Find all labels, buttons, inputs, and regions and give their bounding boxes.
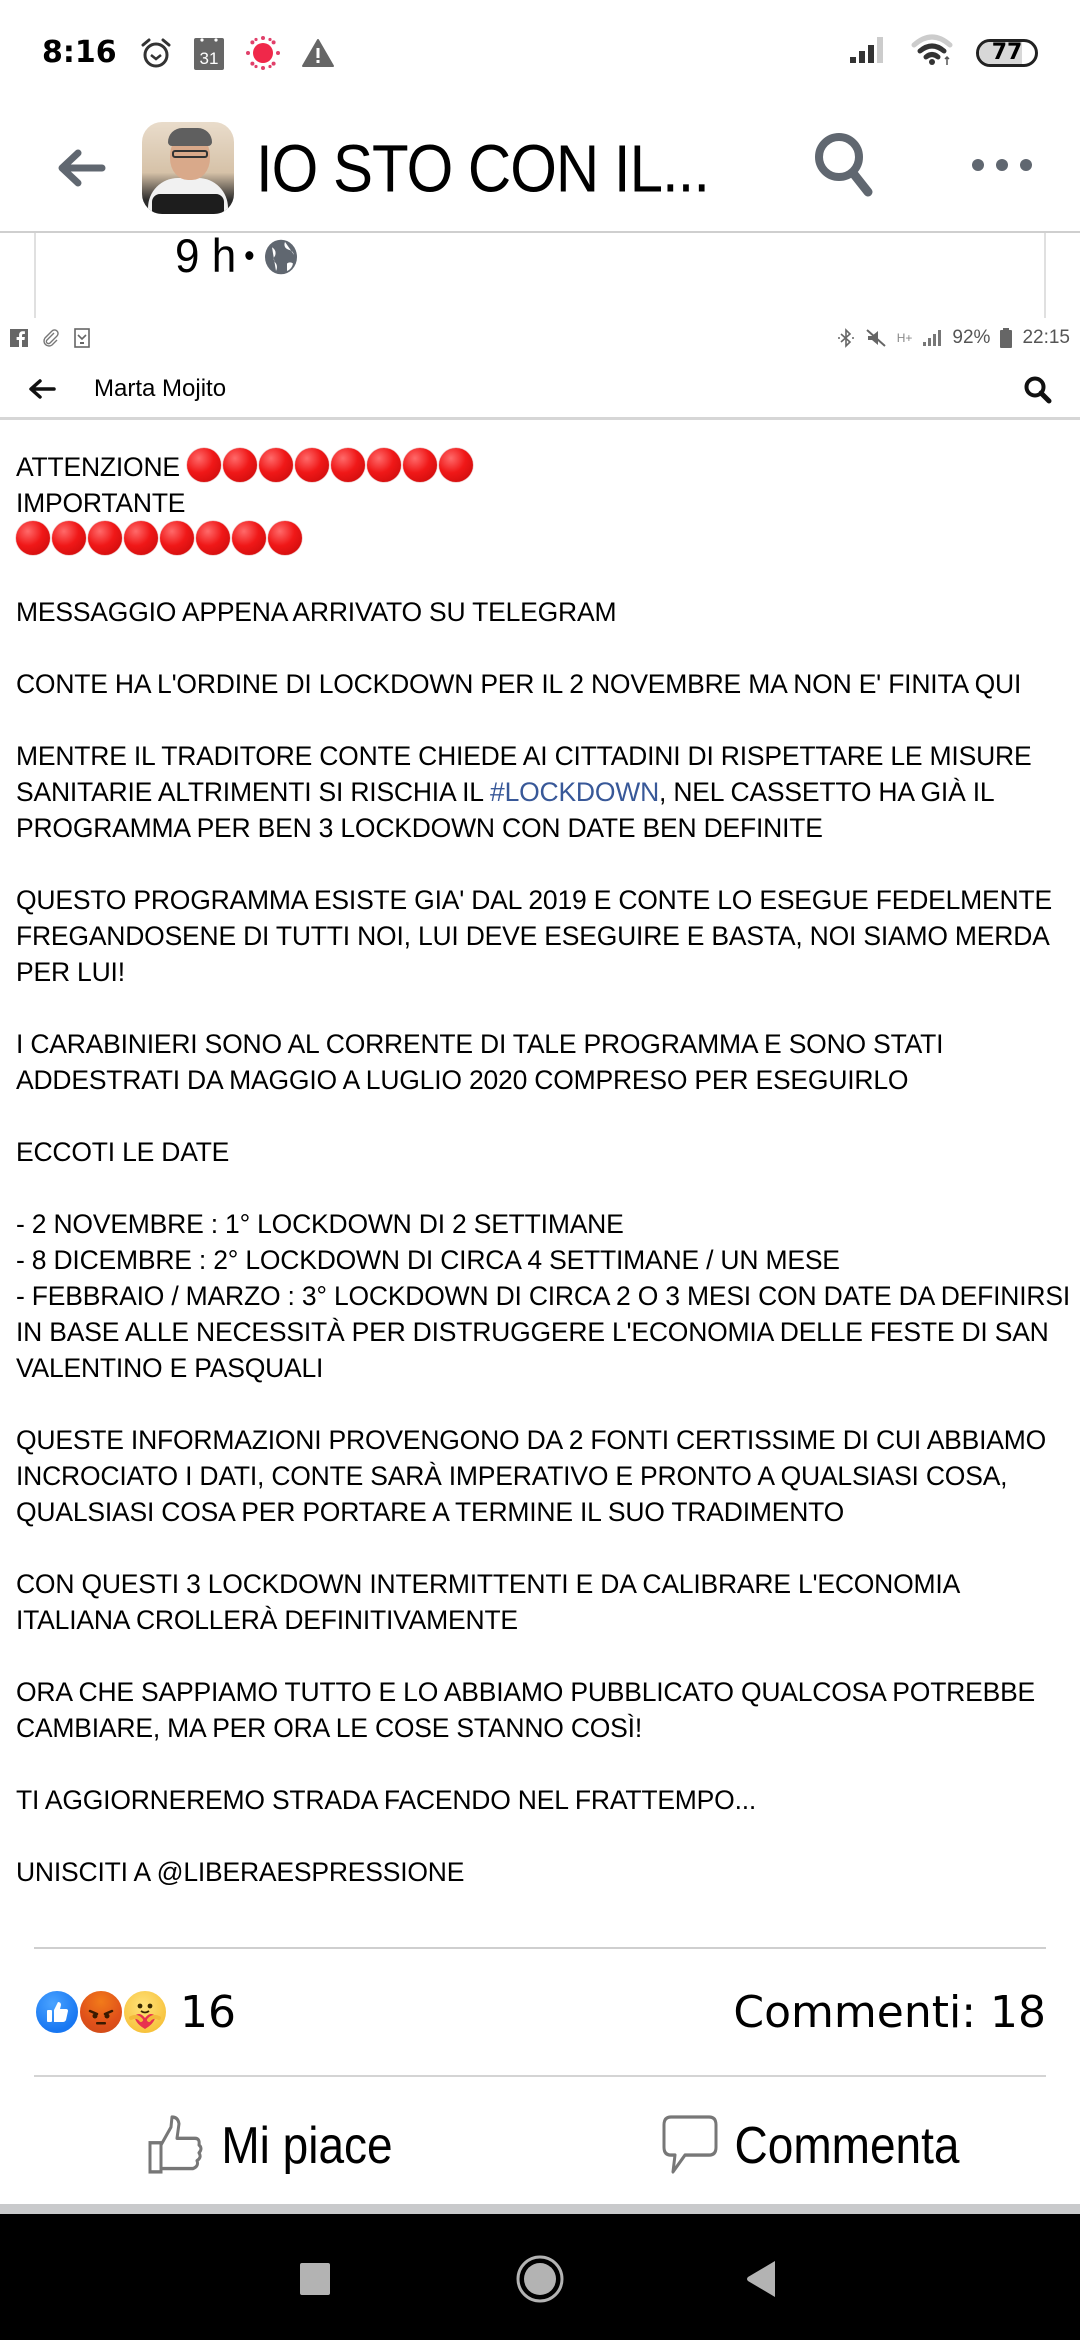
status-time: 8:16 (42, 35, 117, 70)
angry-reaction-icon (78, 1989, 124, 2035)
system-nav-bar (0, 2214, 1080, 2340)
divider (34, 2075, 1046, 2077)
like-reaction-icon (34, 1989, 80, 2035)
message-paragraph: UNISCITI A @LIBERAESPRESSIONE (16, 1857, 465, 1887)
search-button[interactable] (808, 125, 880, 205)
red-dots-row (16, 521, 302, 555)
message-line (16, 521, 1076, 558)
red-circle-emoji (259, 448, 293, 482)
comments-count[interactable]: Commenti: 18 (733, 1986, 1046, 2038)
back-triangle-icon (745, 2260, 777, 2298)
like-button[interactable] (0, 2083, 540, 2206)
red-circle-emoji (196, 521, 230, 555)
red-circle-emoji (403, 448, 437, 482)
message-line: ATTENZIONE (16, 448, 1076, 485)
message-paragraph: ECCOTI LE DATE (16, 1137, 230, 1167)
chat-title: Marta Mojito (94, 374, 227, 402)
calendar-icon (193, 35, 225, 71)
red-circle-emoji (295, 448, 329, 482)
paperclip-icon (42, 329, 60, 347)
battery-text: 77 (991, 40, 1023, 65)
post-actions (0, 2090, 1080, 2200)
search-icon (1023, 375, 1053, 405)
date-item: - FEBBRAIO / MARZO : 3° LOCKDOWN DI CIRCA 2 O 3 MESI CON DATE DA DEFINIRSI IN BASE ALLE NECESSITÀ PER DISTRUGGERE L'ECONOMIA DELLE FESTE DI SAN VALENTINO E PASQUALI (16, 1281, 1070, 1383)
home-icon (515, 2254, 565, 2304)
red-circle-emoji (52, 521, 86, 555)
hashtag-link[interactable]: #LOCKDOWN (490, 777, 660, 807)
embed-border (34, 1947, 1046, 1949)
signal-icon (922, 329, 942, 347)
message-line: IMPORTANTE (16, 488, 186, 518)
battery-icon (976, 39, 1038, 67)
signal-icon (848, 35, 888, 70)
care-reaction-icon (122, 1989, 168, 2035)
screen-record-icon (245, 35, 281, 71)
more-options-button[interactable] (962, 125, 1042, 205)
group-avatar[interactable] (142, 122, 234, 214)
embedded-battery-text: 92% (952, 327, 991, 348)
comment-label: Commenta (734, 2115, 960, 2175)
red-circle-emoji (367, 448, 401, 482)
mute-icon (865, 328, 887, 348)
recents-icon (299, 2262, 331, 2296)
like-label: Mi piace (221, 2115, 393, 2175)
alarm-icon (139, 36, 173, 70)
message-paragraph: QUESTE INFORMAZIONI PROVENGONO DA 2 FONTI CERTISSIME DI CUI ABBIAMO INCROCIATO I DATI, CONTE SARÀ IMPERATIVO E PRONTO A QUALSIASI COSA, QUALSIASI COSA PER PORTARE A TERMINE IL SUO TRADIMENTO (16, 1425, 1047, 1527)
red-circle-emoji (439, 448, 473, 482)
red-circle-emoji (124, 521, 158, 555)
post-time[interactable]: 9 h (175, 230, 237, 283)
red-circle-emoji (160, 521, 194, 555)
search-icon (812, 130, 876, 200)
more-horizontal-icon (970, 155, 1034, 175)
embedded-time: 22:15 (1022, 327, 1070, 348)
thumbs-up-icon (147, 2114, 205, 2177)
separator-bar (0, 2204, 1080, 2214)
network-type: H+ (896, 331, 913, 345)
embedded-toolbar (0, 360, 1080, 420)
back-nav-button[interactable] (726, 2244, 796, 2314)
calendar-day: 31 (199, 48, 219, 68)
embedded-status-bar (0, 318, 1080, 358)
recents-button[interactable] (280, 2244, 350, 2314)
comment-bubble-icon (661, 2114, 719, 2177)
message-paragraph: TI AGGIORNEREMO STRADA FACENDO NEL FRATTEMPO... (16, 1785, 757, 1815)
bluetooth-icon (837, 328, 855, 348)
comment-button[interactable] (540, 2083, 1080, 2206)
reactions-summary[interactable] (34, 1980, 236, 2044)
date-item: - 2 NOVEMBRE : 1° LOCKDOWN DI 2 SETTIMANE (16, 1209, 624, 1239)
page-title[interactable]: IO STO CON IL... (256, 130, 709, 206)
facebook-icon (10, 329, 28, 347)
embedded-screenshot (0, 318, 1080, 1958)
red-circle-emoji (187, 448, 221, 482)
red-dots-row (187, 448, 473, 482)
wifi-icon (910, 33, 954, 72)
home-button[interactable] (505, 2244, 575, 2314)
arrow-left-icon (28, 378, 56, 400)
red-circle-emoji (223, 448, 257, 482)
status-bar (0, 0, 1080, 105)
date-item: - 8 DICEMBRE : 2° LOCKDOWN DI CIRCA 4 SETTIMANE / UN MESE (16, 1245, 840, 1275)
app-header (0, 105, 1080, 233)
post-meta (175, 231, 299, 283)
message-paragraph: I CARABINIERI SONO AL CORRENTE DI TALE PROGRAMMA E SONO STATI ADDESTRATI DA MAGGIO A LUGLIO 2020 COMPRESO PER ESEGUIRLO (16, 1029, 944, 1095)
message-paragraph: MESSAGGIO APPENA ARRIVATO SU TELEGRAM (16, 597, 617, 627)
message-paragraph: CONTE HA L'ORDINE DI LOCKDOWN PER IL 2 NOVEMBRE MA NON E' FINITA QUI (16, 669, 1022, 699)
reaction-count: 16 (180, 1986, 236, 2038)
warning-icon (301, 38, 335, 68)
red-circle-emoji (16, 521, 50, 555)
back-button[interactable] (40, 128, 120, 208)
meta-separator: • (244, 238, 255, 275)
globe-icon (263, 238, 299, 277)
red-circle-emoji (232, 521, 266, 555)
embedded-back-button[interactable] (20, 367, 64, 411)
arrow-left-icon (54, 148, 106, 188)
message-body (16, 448, 1076, 1890)
red-circle-emoji (268, 521, 302, 555)
message-paragraph: QUESTO PROGRAMMA ESISTE GIA' DAL 2019 E CONTE LO ESEGUE FEDELMENTE FREGANDOSENE DI TUTTI NOI, LUI DEVE ESEGUIRE E BASTA, NOI SIAMO MERDA PER LUI! (16, 885, 1052, 987)
message-paragraph: ORA CHE SAPPIAMO TUTTO E LO ABBIAMO PUBBLICATO QUALCOSA POTREBBE CAMBIARE, MA PER ORA LE COSE STANNO COSÌ! (16, 1677, 1036, 1743)
download-check-icon (74, 328, 90, 348)
red-circle-emoji (88, 521, 122, 555)
battery-icon (1000, 328, 1012, 348)
message-paragraph: CON QUESTI 3 LOCKDOWN INTERMITTENTI E DA CALIBRARE L'ECONOMIA ITALIANA CROLLERÀ DEFINITIVAMENTE (16, 1569, 959, 1635)
message-paragraph: MENTRE IL TRADITORE CONTE CHIEDE AI CITTADINI DI RISPETTARE LE MISURE SANITARIE ALTRIMENTI SI RISCHIA IL #LOCKDOWN, NEL CASSETTO HA GIÀ IL PROGRAMMA PER BEN 3 LOCKDOWN CON DATE BEN DEFINITE (16, 741, 1032, 843)
embedded-search-button[interactable] (1016, 368, 1060, 412)
red-circle-emoji (331, 448, 365, 482)
